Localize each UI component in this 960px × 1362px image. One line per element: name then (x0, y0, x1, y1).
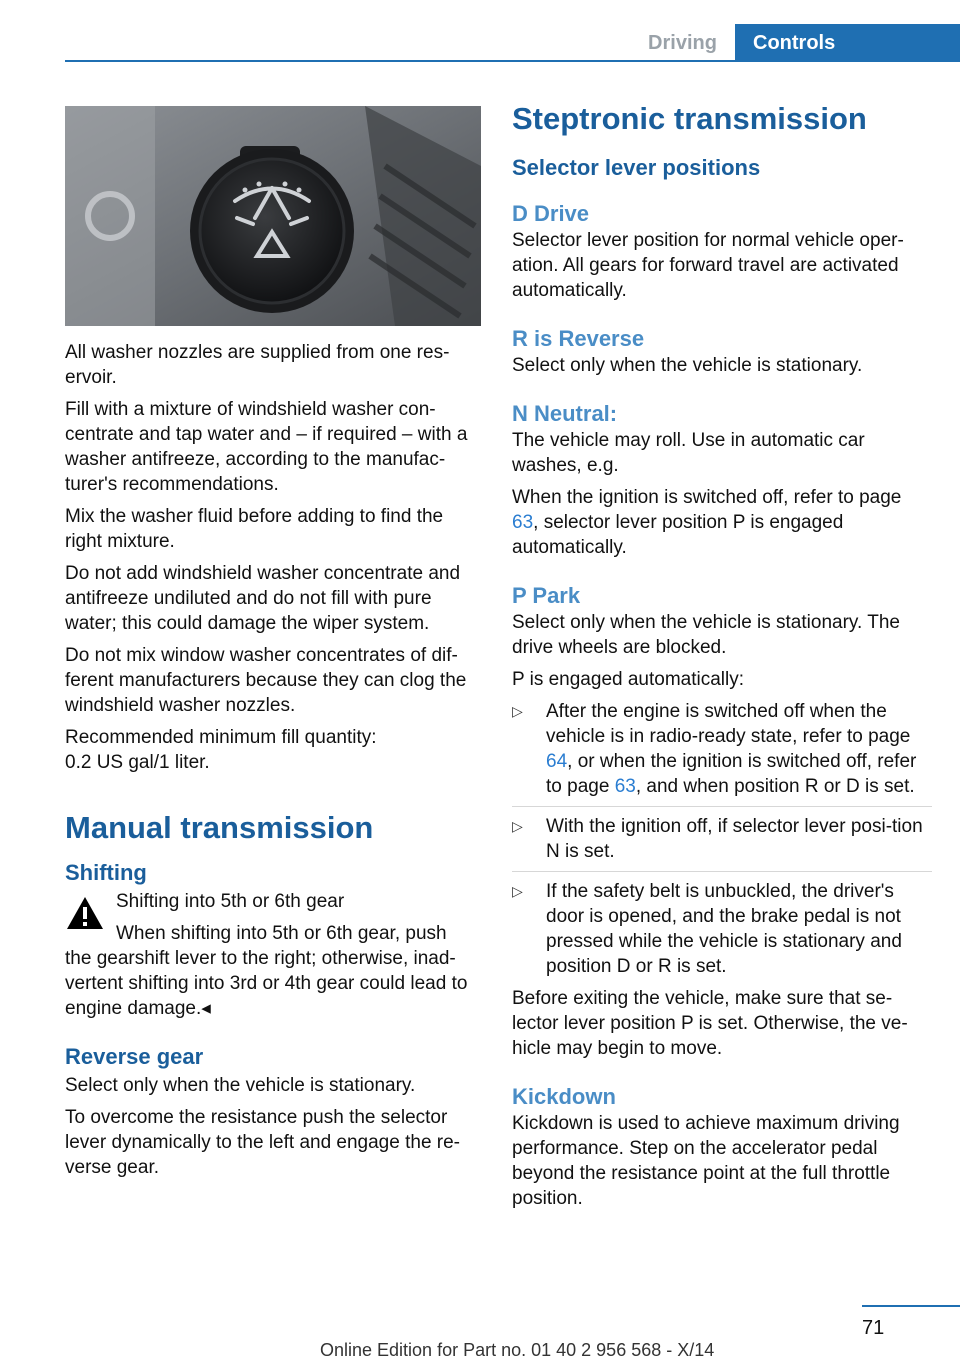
bullet-3-text: If the safety belt is unbuckled, the driver's door is opened, and the brake pedal is not pressed while the vehicle is stationary and position D or R is set. (546, 881, 902, 977)
page-link-63[interactable]: 63 (512, 512, 534, 533)
drive-text: Selector lever position for normal vehicle oper-ation. All gears for forward travel are activated automatically. (512, 230, 904, 301)
fill-quantity-paragraph (65, 725, 483, 775)
list-item (512, 879, 932, 986)
selector-lever-heading: Selector lever positions (512, 155, 761, 180)
header-chapter-tab: Controls (735, 24, 960, 62)
reverse-gear-text-2: To overcome the resistance push the selector lever dynamically to the left and engage the re-verse gear. (65, 1107, 461, 1178)
neutral-heading: N Neutral: (512, 401, 618, 426)
page-link-64[interactable]: 64 (546, 751, 568, 772)
neutral-text: The vehicle may roll. Use in automatic car washes, e.g. (512, 430, 865, 476)
manual-transmission-heading: Manual transmission (65, 810, 374, 845)
warning-title: Shifting into 5th or 6th gear (116, 891, 345, 912)
shifting-heading: Shifting (65, 860, 147, 885)
exit-vehicle-text: Before exiting the vehicle, make sure that se-lector lever position P is set. Otherwise, the ve-hicle may begin to move. (512, 988, 908, 1059)
park-auto-text: P is engaged automatically: (512, 669, 745, 690)
washer-paragraph-1: All washer nozzles are supplied from one res-ervoir. (65, 342, 450, 388)
drive-heading: D Drive (512, 201, 590, 226)
edition-footer: Online Edition for Part no. 01 40 2 956 568 - X/14 (320, 1340, 715, 1360)
neutral-ignition-text-b: , selector lever position P is engaged automatically. (512, 512, 844, 558)
washer-reservoir-cap-photo-icon (65, 106, 481, 326)
neutral-ignition-text-a: When the ignition is switched off, refer to page (512, 487, 902, 508)
left-column (65, 106, 483, 1187)
park-conditions-list (512, 699, 932, 986)
park-text: Select only when the vehicle is stationary. The drive wheels are blocked. (512, 612, 900, 658)
bullet-1-text-c: , and when position R or D is set. (635, 776, 915, 797)
bullet-1-text-b: , or when the ignition is switched off, refer to page (546, 751, 917, 797)
list-item (512, 699, 932, 807)
footer-rule (862, 1305, 960, 1307)
park-heading: P Park (512, 583, 581, 608)
bullet-arrow-icon: ▷ (512, 703, 523, 719)
reverse-gear-heading: Reverse gear (65, 1044, 204, 1069)
header-rule (65, 60, 960, 62)
bullet-arrow-icon: ▷ (512, 818, 523, 834)
warning-notice (65, 889, 483, 946)
fill-quantity-value: 0.2 US gal/1 liter. (65, 752, 210, 773)
washer-paragraph-4: Do not add windshield washer concentrate and antifreeze undiluted and do not fill with pure water; this could damage the wiper system. (65, 563, 461, 634)
page-link-63[interactable]: 63 (614, 776, 636, 797)
washer-reservoir-photo (65, 106, 481, 326)
reverse-gear-text-1: Select only when the vehicle is stationary. (65, 1075, 416, 1096)
bullet-2-text: With the ignition off, if selector lever posi-tion N is set. (546, 816, 923, 862)
steptronic-heading: Steptronic transmission (512, 101, 867, 136)
warning-text: the gearshift lever to the right; otherwise, inad-vertent shifting into 3rd or 4th gear could lead to engine damage.◂ (65, 948, 468, 1019)
warning-triangle-icon (65, 895, 105, 931)
header-section-tab: Driving (648, 31, 717, 54)
neutral-ignition-text (512, 485, 932, 560)
page-number: 71 (862, 1317, 885, 1339)
washer-paragraph-2: Fill with a mixture of windshield washer con-centrate and tap water and – if required – with a washer antifreeze, according to the manufac-turer's recommendations. (65, 399, 468, 495)
right-column (512, 100, 932, 1218)
washer-paragraph-5: Do not mix window washer concentrates of dif-ferent manufacturers because they can clog the windshield washer nozzles. (65, 645, 467, 716)
bullet-arrow-icon: ▷ (512, 883, 523, 899)
warning-text-first-line: When shifting into 5th or 6th gear, push (116, 923, 447, 944)
kickdown-heading: Kickdown (512, 1084, 616, 1109)
bullet-1-text-a: After the engine is switched off when the vehicle is in radio-ready state, refer to page (546, 701, 911, 747)
reverse-text: Select only when the vehicle is stationary. (512, 355, 863, 376)
list-item (512, 814, 932, 872)
washer-paragraph-3: Mix the washer fluid before adding to find the right mixture. (65, 506, 444, 552)
kickdown-text: Kickdown is used to achieve maximum driving performance. Step on the accelerator pedal beyond the resistance point at the full throttle position. (512, 1113, 900, 1209)
fill-quantity-label: Recommended minimum fill quantity: (65, 727, 377, 748)
reverse-heading: R is Reverse (512, 326, 645, 351)
